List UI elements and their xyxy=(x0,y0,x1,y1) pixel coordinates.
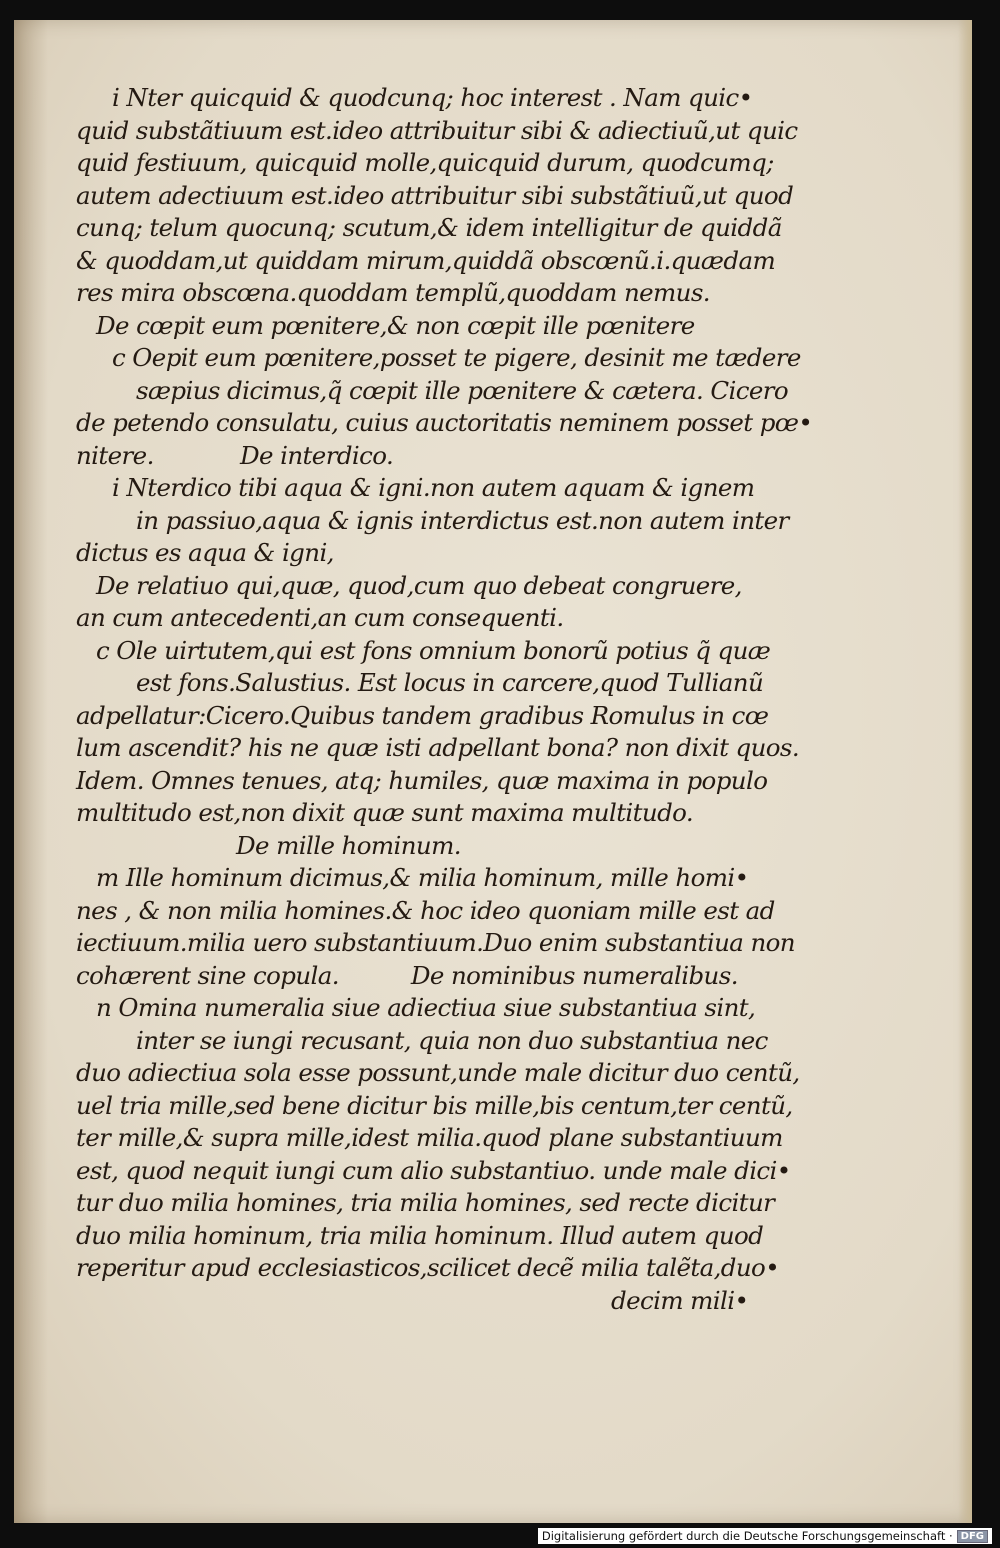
dfg-logo-icon: DFG xyxy=(957,1530,988,1543)
text-line: & quoddam,ut quiddam mirum,quiddã obscœnũ.i.quædam xyxy=(76,245,776,275)
digitization-footer xyxy=(538,1528,992,1544)
page-text xyxy=(76,82,813,1317)
text-line: m Ille hominum dicimus,& milia hominum, mille homi• xyxy=(96,863,749,892)
text-line: c Oepit eum pœnitere,posset te pigere, desinit me tædere xyxy=(112,343,801,372)
section-heading: an cum antecedenti,an cum consequenti. xyxy=(76,603,564,632)
footer-text: Digitalisierung gefördert durch die Deutsche Forschungsgemeinschaft · xyxy=(541,1529,953,1543)
text-line: de petendo consulatu, cuius auctoritatis neminem posset pœ• xyxy=(76,408,813,437)
text-line: multitudo est,non dixit quæ sunt maxima multitudo. xyxy=(76,798,694,827)
text-line: iectiuum.milia uero substantiuum.Duo enim substantiua non xyxy=(76,928,795,957)
text-line: in passiuo,aqua & ignis interdictus est.non autem inter xyxy=(136,505,789,535)
text-line: cohærent sine copula. De nominibus numeralibus. xyxy=(76,960,738,990)
text-line: duo adiectiua sola esse possunt,unde male dicitur duo centũ, xyxy=(76,1058,800,1087)
text-line: quid substãtiuum est.ideo attribuitur sibi & adiectiuũ,ut quic xyxy=(76,115,798,145)
text-line: autem adectiuum est.ideo attribuitur sibi substãtiuũ,ut quod xyxy=(76,180,794,210)
page-gutter-shadow xyxy=(14,20,48,1523)
book-page xyxy=(14,20,972,1523)
text-line: reperitur apud ecclesiasticos,scilicet decẽ milia talẽta,duo• xyxy=(76,1253,780,1282)
text-line: lum ascendit? his ne quæ isti adpellant bona? non dixit quos. xyxy=(76,733,800,762)
text-line: i Nter quicquid & quodcunq; hoc interest . Nam quic• xyxy=(112,83,753,112)
text-line: uel tria mille,sed bene dicitur bis mille,bis centum,ter centũ, xyxy=(76,1090,793,1120)
text-line: est fons.Salustius. Est locus in carcere,quod Tullianũ xyxy=(136,668,764,697)
text-line: quid festiuum, quicquid molle,quicquid durum, quodcumq; xyxy=(76,148,774,177)
page-edge xyxy=(958,20,972,1523)
text-line: duo milia hominum, tria milia hominum. Illud autem quod xyxy=(76,1220,764,1250)
text-line: nes , & non milia homines.& hoc ideo quoniam mille est ad xyxy=(76,895,775,925)
text-line: sæpius dicimus,q̃ cœpit ille pœnitere & cætera. Cicero xyxy=(136,375,788,405)
text-line: nitere. De interdico. xyxy=(76,440,394,470)
text-line: res mira obscœna.quoddam templũ,quoddam nemus. xyxy=(76,278,710,307)
text-line: ter mille,& supra mille,idest milia.quod plane substantiuum xyxy=(76,1123,783,1152)
catchword: decim mili• xyxy=(611,1285,749,1315)
text-line: cunq; telum quocunq; scutum,& idem intelligitur de quiddã xyxy=(76,213,782,242)
text-line: i Nterdico tibi aqua & igni.non autem aquam & ignem xyxy=(112,473,755,502)
section-heading: De relatiuo qui,quæ, quod,cum quo debeat congruere, xyxy=(96,570,742,600)
text-line: n Omina numeralia siue adiectiua siue substantiua sint, xyxy=(96,993,756,1022)
section-heading: De cœpit eum pœnitere,& non cœpit ille pœnitere xyxy=(96,310,695,340)
text-line: tur duo milia homines, tria milia homines, sed recte dicitur xyxy=(76,1188,775,1217)
text-line: inter se iungi recusant, quia non duo substantiua nec xyxy=(136,1025,768,1055)
text-line: c Ole uirtutem,qui est fons omnium bonorũ potius q̃ quæ xyxy=(96,635,771,665)
section-heading: De mille hominum. xyxy=(236,830,461,860)
text-line: Idem. Omnes tenues, atq; humiles, quæ maxima in populo xyxy=(76,765,768,795)
text-line: dictus es aqua & igni, xyxy=(76,538,334,567)
text-line: est, quod nequit iungi cum alio substantiuo. unde male dici• xyxy=(76,1155,791,1185)
text-line: adpellatur:Cicero.Quibus tandem gradibus Romulus in cœ xyxy=(76,700,769,730)
